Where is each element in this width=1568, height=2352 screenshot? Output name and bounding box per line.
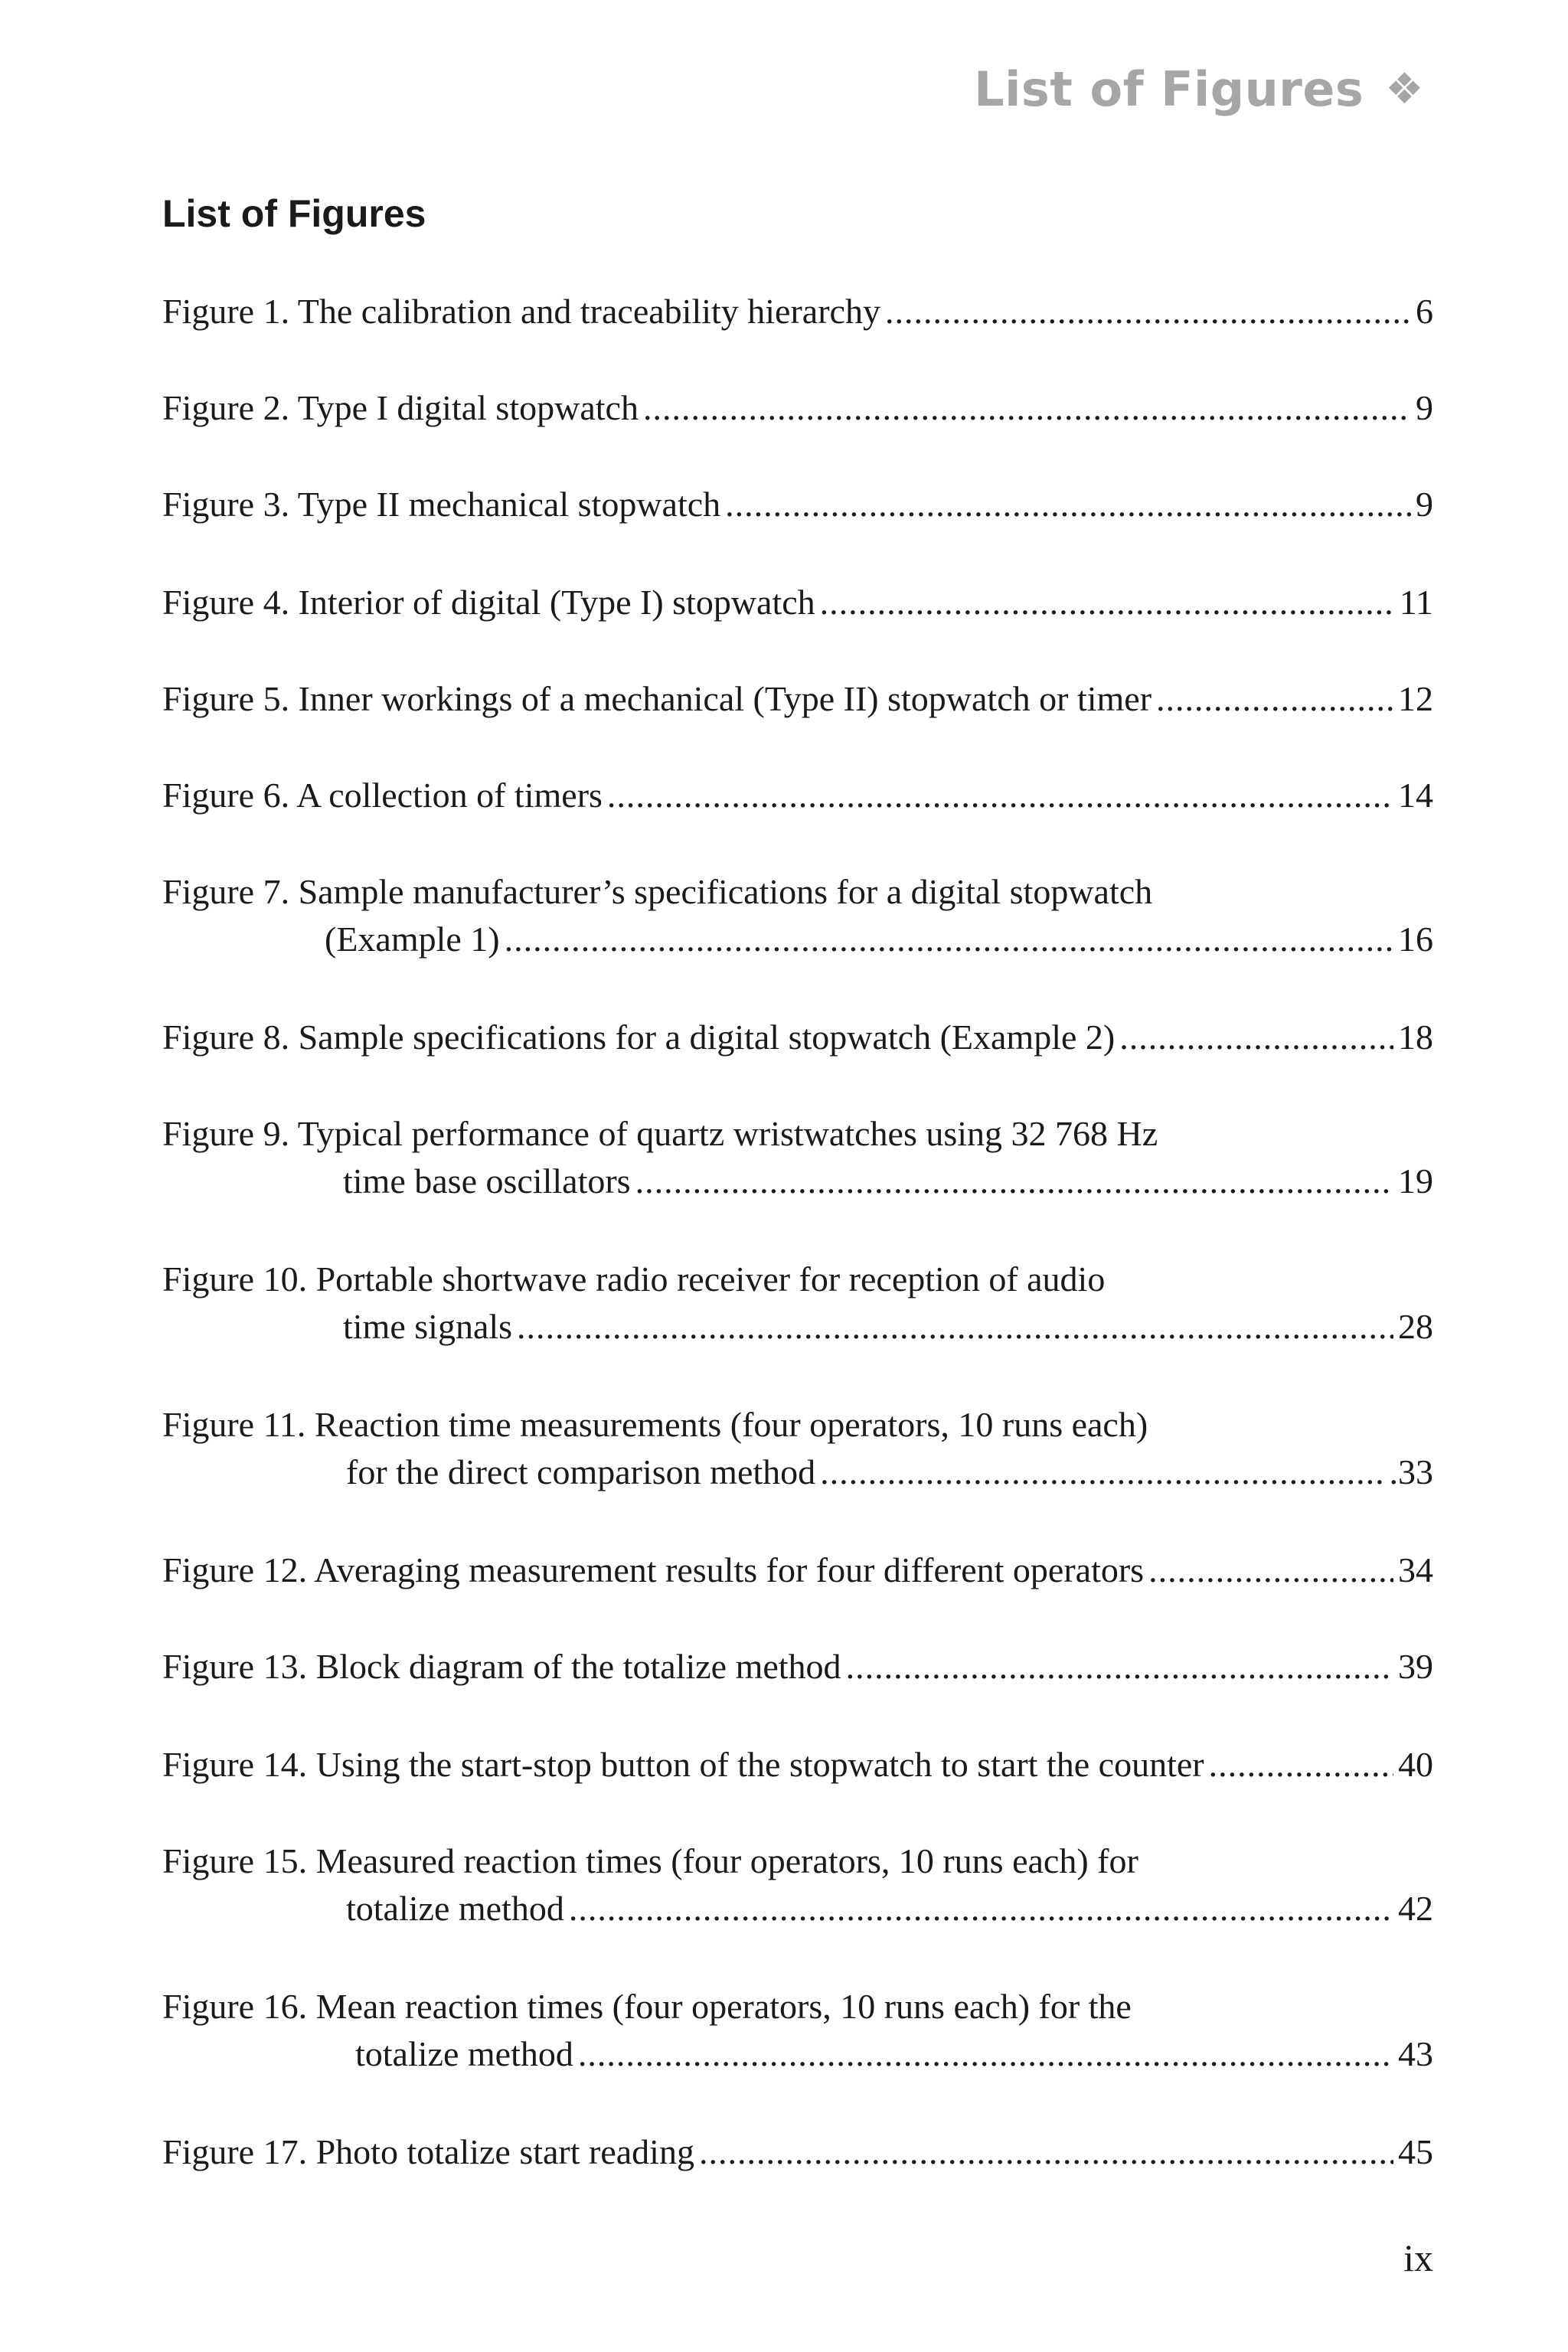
dot-leader (505, 916, 1393, 963)
figure-entry-label: Figure 17. Photo totalize start reading (162, 2132, 694, 2171)
dot-leader (885, 288, 1411, 335)
figure-entry-label: Figure 1. The calibration and traceability hierarchy (162, 292, 880, 331)
figure-entry-page: 9 (1416, 485, 1433, 524)
page-number: ix (1403, 2236, 1433, 2279)
figure-entry[interactable] (162, 481, 1433, 528)
section-title: List of Figures (162, 192, 426, 235)
dot-leader (643, 384, 1411, 432)
figure-entry[interactable] (162, 1838, 1433, 1932)
figure-entry-page: 43 (1398, 2034, 1433, 2073)
dot-leader (725, 481, 1411, 528)
figure-entry-page: .33 (1389, 1452, 1433, 1491)
figure-entry-page: 19 (1398, 1161, 1433, 1200)
figure-entry-continuation: for the direct comparison method (346, 1452, 816, 1491)
figure-entry[interactable] (162, 2128, 1433, 2176)
figure-entry-page: 11 (1399, 583, 1433, 622)
dot-leader (1148, 1547, 1393, 1594)
figure-entry[interactable] (162, 288, 1433, 335)
dot-leader (569, 1885, 1393, 1932)
dot-leader (1119, 1014, 1393, 1061)
figure-entry-page: 34 (1398, 1550, 1433, 1589)
figure-entry[interactable] (162, 1741, 1433, 1788)
figure-entry-label: Figure 8. Sample specifications for a digital stopwatch (Example 2) (162, 1018, 1116, 1057)
figure-entry-continuation: time base oscillators (343, 1161, 631, 1200)
figure-entry-page: 16 (1398, 920, 1433, 959)
figure-entry-label: Figure 11. Reaction time measurements (four operators, 10 runs each) (162, 1405, 1148, 1444)
dot-leader (517, 1303, 1393, 1351)
dot-leader (846, 1643, 1393, 1690)
figure-entry-label: Figure 3. Type II mechanical stopwatch (162, 485, 721, 524)
figure-entry-label: Figure 14. Using the start-stop button of the stopwatch to start the counter (162, 1745, 1204, 1784)
figure-entry[interactable] (162, 1014, 1433, 1061)
figure-entry-label: Figure 12. Averaging measurement results for four different operators (162, 1550, 1145, 1589)
figure-entry[interactable] (162, 1547, 1433, 1594)
figure-entry[interactable] (162, 1401, 1433, 1496)
figure-entry-label: Figure 5. Inner workings of a mechanical (Type II) stopwatch or timer (162, 679, 1152, 718)
figure-entry-page: 14 (1398, 776, 1433, 815)
dot-leader (1156, 675, 1393, 723)
dot-leader (607, 772, 1393, 819)
figure-entry-page: 12 (1398, 679, 1433, 718)
figure-entry-label: Figure 10. Portable shortwave radio receiver for reception of audio (162, 1259, 1106, 1298)
figure-entry[interactable] (162, 384, 1433, 432)
figure-entry-continuation: time signals (343, 1307, 513, 1346)
figure-entry-page: 9 (1416, 388, 1433, 427)
figure-entry-page: 6 (1416, 292, 1433, 331)
figure-entry[interactable] (162, 1256, 1433, 1351)
figure-entry-continuation: (Example 1) (325, 920, 500, 959)
figure-entry[interactable] (162, 1110, 1433, 1205)
figure-entry[interactable] (162, 579, 1433, 626)
figure-entry[interactable] (162, 868, 1433, 963)
figure-entry[interactable] (162, 1983, 1433, 2078)
figure-entry-label: Figure 9. Typical performance of quartz wristwatches using 32 768 Hz (162, 1114, 1158, 1153)
ornament-icon: ❖ (1385, 64, 1424, 114)
dot-leader (635, 1158, 1393, 1205)
figure-entry-page: 39 (1398, 1647, 1433, 1686)
figure-entry[interactable] (162, 772, 1433, 819)
figure-entry[interactable] (162, 675, 1433, 723)
figure-entry-page: 42 (1398, 1889, 1433, 1928)
figure-entry-page: 45 (1398, 2132, 1433, 2171)
running-head (974, 61, 1424, 117)
running-head-title: List of Figures (974, 61, 1364, 117)
figure-entry-label: Figure 2. Type I digital stopwatch (162, 388, 639, 427)
figure-entry-label: Figure 4. Interior of digital (Type I) stopwatch (162, 583, 815, 622)
dot-leader (820, 579, 1395, 626)
figure-entry-label: Figure 6. A collection of timers (162, 776, 603, 815)
dot-leader (820, 1449, 1384, 1496)
figure-entry-label: Figure 15. Measured reaction times (four operators, 10 runs each) for (162, 1841, 1138, 1880)
dot-leader (578, 2030, 1393, 2078)
dot-leader (699, 2128, 1393, 2176)
figure-entry-continuation: totalize method (355, 2034, 573, 2073)
figure-entry-page: 40 (1398, 1745, 1433, 1784)
figure-entry-page: 28 (1398, 1307, 1433, 1346)
figure-entry-label: Figure 16. Mean reaction times (four operators, 10 runs each) for the (162, 1987, 1132, 2026)
figure-entry[interactable] (162, 1643, 1433, 1690)
figure-entry-page: 18 (1398, 1018, 1433, 1057)
figure-entry-continuation: totalize method (346, 1889, 564, 1928)
dot-leader (1209, 1741, 1393, 1788)
figure-entry-label: Figure 7. Sample manufacturer’s specifications for a digital stopwatch (162, 872, 1153, 911)
figure-entry-label: Figure 13. Block diagram of the totalize method (162, 1647, 841, 1686)
